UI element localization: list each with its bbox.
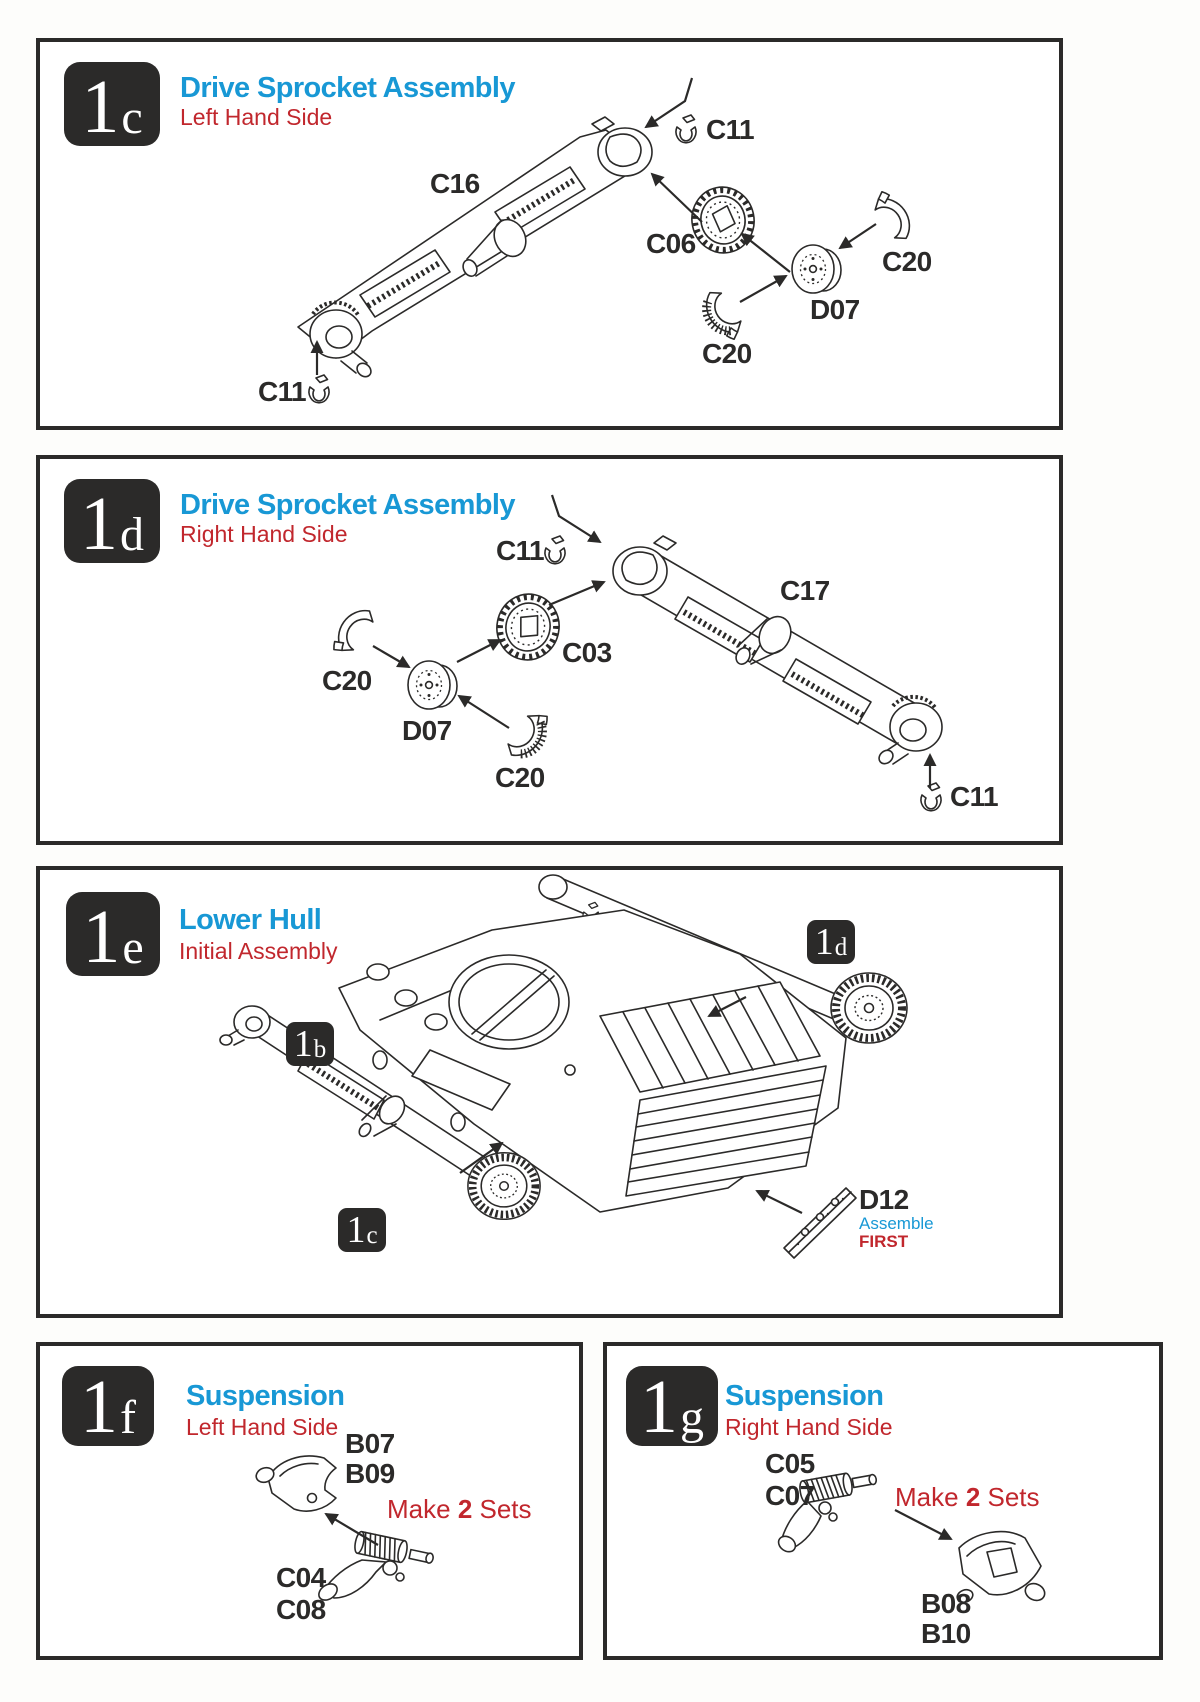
- make-sets-note: [387, 1494, 532, 1525]
- note-qty: 2: [965, 1482, 981, 1512]
- part-label-c11-bottom: C11: [950, 781, 999, 812]
- part-label-c20-bottom: C20: [702, 338, 752, 369]
- step-letter: f: [120, 1390, 136, 1444]
- assembly-arrow: [895, 1510, 951, 1539]
- step-subtitle: Left Hand Side: [180, 104, 333, 130]
- panel-step-1c: [36, 38, 1063, 430]
- ref-badge-1d: [807, 920, 855, 964]
- ref-badge-1c: [338, 1208, 386, 1252]
- part-c20-wedge-left: [328, 603, 377, 659]
- d12-note-first: FIRST: [859, 1232, 909, 1251]
- step-letter: e: [122, 920, 144, 974]
- note-prefix: Make: [387, 1494, 458, 1524]
- assembly-arrow: [326, 1514, 378, 1545]
- part-label-c11-top: C11: [706, 114, 755, 145]
- step-title: Lower Hull: [179, 904, 322, 936]
- part-c17-swing-arm: [613, 536, 942, 766]
- step-subtitle: Initial Assembly: [179, 938, 338, 964]
- step-letter: d: [120, 507, 144, 561]
- ref-number: 1: [346, 1209, 366, 1252]
- part-label-c06: C06: [646, 228, 696, 259]
- step-letter: c: [121, 90, 143, 144]
- ref-letter: c: [366, 1222, 378, 1249]
- part-c20-wedge-bottom: [504, 707, 554, 764]
- step-number: 1: [640, 1364, 678, 1449]
- step-badge-1c: [64, 62, 160, 149]
- part-c11-clip-top: [676, 115, 696, 143]
- step-title: Suspension: [186, 1380, 345, 1412]
- ref-badge-1b: [286, 1022, 334, 1066]
- panel-step-1d: [36, 455, 1063, 845]
- part-label-b08: B08: [921, 1588, 971, 1619]
- part-label-c20-bottom: C20: [495, 762, 545, 793]
- note-prefix: Make: [895, 1482, 966, 1512]
- part-c04-c08-spring-arm: [316, 1531, 434, 1604]
- panel-step-1g: [603, 1342, 1163, 1660]
- step-title: Drive Sprocket Assembly: [180, 72, 515, 104]
- part-label-d07: D07: [810, 294, 860, 325]
- part-label-c07: C07: [765, 1480, 815, 1511]
- part-label-c11-top: C11: [496, 535, 545, 566]
- step-badge-1g: [626, 1364, 718, 1449]
- part-c20-wedge-bottom: [697, 287, 747, 344]
- panel-step-1f: [36, 1342, 583, 1660]
- step-badge-1d: [64, 479, 160, 566]
- step-subtitle: Left Hand Side: [186, 1414, 339, 1440]
- step-title: Drive Sprocket Assembly: [180, 489, 515, 521]
- d12-note-assemble: Assemble: [859, 1214, 934, 1233]
- step-title: Suspension: [725, 1380, 884, 1412]
- part-label-c04: C04: [276, 1562, 326, 1593]
- ref-number: 1: [814, 921, 834, 964]
- ref-letter: d: [834, 934, 848, 961]
- part-label-c08: C08: [276, 1594, 326, 1625]
- step-badge-1f: [62, 1364, 154, 1449]
- part-d12-plate: [784, 1188, 856, 1258]
- part-c03-sprocket: [491, 588, 565, 665]
- part-label-b10: B10: [921, 1618, 971, 1649]
- step-letter: g: [680, 1390, 704, 1444]
- note-suffix: Sets: [472, 1494, 532, 1524]
- step-number: 1: [82, 894, 121, 979]
- part-label-c03: C03: [562, 637, 612, 668]
- part-c06-sprocket: [686, 181, 760, 258]
- part-d07-hub: [792, 245, 841, 293]
- part-b07-b09-bracket: [254, 1456, 336, 1511]
- part-label-c05: C05: [765, 1448, 815, 1479]
- part-label-d12: D12: [859, 1184, 909, 1215]
- make-sets-note: [895, 1482, 1040, 1513]
- step-subtitle: Right Hand Side: [180, 521, 348, 547]
- step-subtitle: Right Hand Side: [725, 1414, 893, 1440]
- part-c20-wedge-right: [869, 187, 918, 243]
- step-number: 1: [80, 481, 118, 566]
- part-c16-swing-arm: [298, 117, 652, 379]
- note-suffix: Sets: [980, 1482, 1040, 1512]
- part-label-b09: B09: [345, 1458, 395, 1489]
- part-label-c20-left: C20: [322, 665, 372, 696]
- part-c11-clip-bottom: [309, 375, 329, 403]
- part-label-d07: D07: [402, 715, 452, 746]
- step-number: 1: [80, 1364, 118, 1449]
- part-label-c16: C16: [430, 168, 480, 199]
- note-qty: 2: [457, 1494, 473, 1524]
- assembly-arrows: [373, 495, 930, 788]
- part-d07-hub: [408, 661, 457, 709]
- part-c11-clip-top: [545, 536, 565, 564]
- step-badge-1e: [66, 892, 160, 979]
- part-label-c11-bottom: C11: [258, 376, 307, 407]
- panel-step-1e: [36, 866, 1063, 1318]
- part-label-c20-right: C20: [882, 246, 932, 277]
- part-label-b07: B07: [345, 1428, 395, 1459]
- step-number: 1: [81, 64, 120, 149]
- hull-body: [339, 910, 846, 1212]
- ref-number: 1: [293, 1023, 313, 1066]
- ref-letter: b: [313, 1036, 327, 1063]
- part-label-c17: C17: [780, 575, 830, 606]
